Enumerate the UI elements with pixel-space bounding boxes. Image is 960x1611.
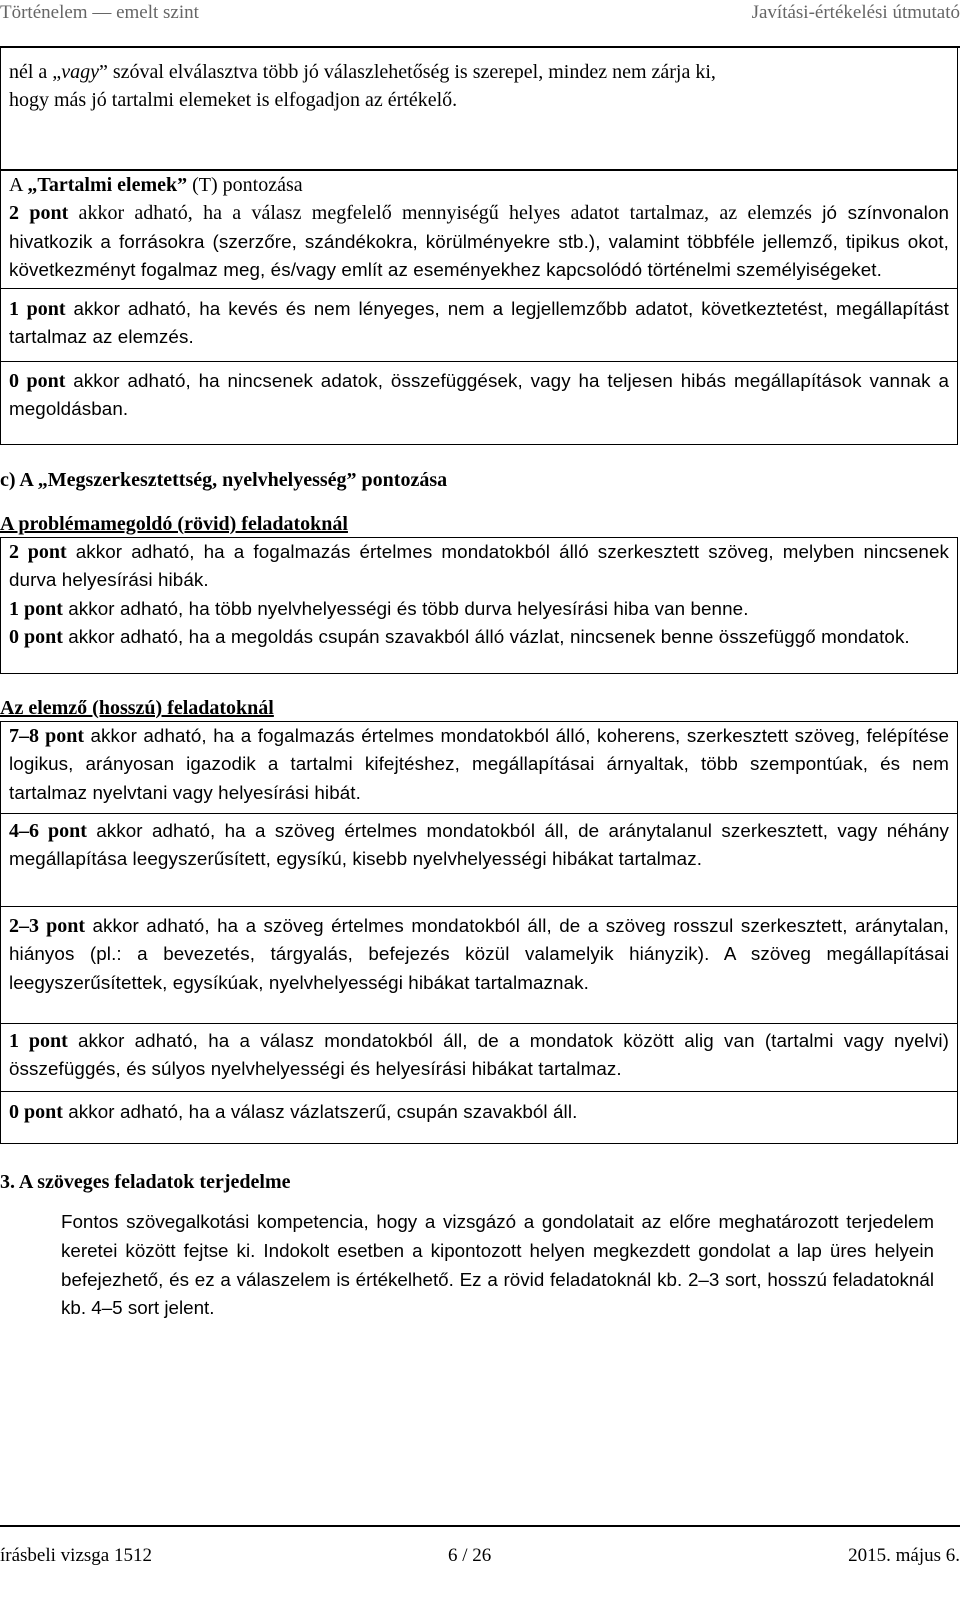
tartalmi-section-0 xyxy=(1,367,957,424)
tartalmi-0pont: 0 pont akkor adható, ha nincsenek adatok, összefüggések, vagy ha teljesen hibás megállapítások vannak a megoldásban. xyxy=(9,370,949,420)
short-item: 2 pont akkor adható, ha a fogalmazás értelmes mondatokból álló szerkesztett szöveg, melyben nincsenek durva helyesírási hibák. xyxy=(9,541,949,591)
tartalmi-section-2 xyxy=(1,171,957,285)
section-3-title: 3. A szöveges feladatok terjedelme xyxy=(0,1171,291,1193)
section-3-text: Fontos szövegalkotási kompetencia, hogy a vizsgázó a gondolatait az előre meghatározott terjedelem keretei között fejtse ki. Indokolt esetben a kipontozott helyen megkezdett gondolat a lap üres helyein befejezhető, és ez a válaszelem is értékelhető. Ez a rövid feladatoknál kb. 2–3 sort, hosszú feladatoknál kb. 4–5 sort jelent. xyxy=(61,1211,934,1319)
page-header xyxy=(0,0,960,48)
long-item: 0 pont akkor adható, ha a válasz vázlatszerű, csupán szavakból áll. xyxy=(9,1101,578,1123)
footer-exam-code: írásbeli vizsga 1512 xyxy=(0,1545,152,1566)
long-item: 4–6 pont akkor adható, ha a szöveg értelmes mondatokból áll, de aránytalanul szerkesztett, vagy néhány megállapítása leegyszerűsített, egysíkú, kisebb nyelvhelyességi hibákat tartalmaz. xyxy=(9,820,949,870)
intro-italic: vagy xyxy=(61,61,99,83)
long-item: 7–8 pont akkor adható, ha a fogalmazás értelmes mondatokból álló, koherens, szerkesztett szöveg, felépítése logikus, arányosan igazodik a tartalmi kifejtéshez, megállapításai árnyaltak, több szempontúak, és nem tartalmaz nyelvtani vagy helyesírási hibát. xyxy=(9,725,950,803)
header-doc-type: Javítási-értékelési útmutató xyxy=(751,2,960,23)
page-footer xyxy=(0,1525,960,1611)
divider xyxy=(1,288,957,289)
long-item: 2–3 pont akkor adható, ha a szöveg értelmes mondatokból áll, de a szöveg rosszul szerkesztett, aránytalan, hiányos (pl.: a bevezetés, tárgyalás, befejezés közül valamelyik hiányzik). A szöveg megállapításai leegyszerűsítettek, egysíkúak, nyelvhelyességi hibákat tartalmaznak. xyxy=(9,915,949,993)
long-tasks-heading: Az elemző (hosszú) feladatoknál xyxy=(0,697,274,719)
short-tasks-heading: A problémamegoldó (rövid) feladatoknál xyxy=(0,513,348,535)
long-tasks-box xyxy=(0,721,958,1144)
divider xyxy=(1,1023,957,1024)
section-c-title: c) A „Megszerkesztettség, nyelvhelyesség” pontozása xyxy=(0,469,448,491)
tartalmi-section-1 xyxy=(1,295,957,352)
intro-text: nél a „vagy” szóval elválasztva több jó válaszlehetőség is szerepel, mindez nem zárja ki, hogy más jó tartalmi elemeket is elfogadjon az értékelő. xyxy=(9,61,716,112)
divider xyxy=(1,361,957,362)
header-subject: Történelem — emelt szint xyxy=(0,2,199,23)
short-tasks-box xyxy=(0,537,958,674)
divider xyxy=(1,906,957,907)
footer-date: 2015. május 6. xyxy=(848,1545,960,1566)
short-item: 0 pont akkor adható, ha a megoldás csupán szavakból álló vázlat, nincsenek benne összefüggő mondatok. xyxy=(9,626,910,649)
tartalmi-1pont: 1 pont akkor adható, ha kevés és nem lényeges, nem a legjellemzőbb adatot, következtetést, megállapítást tartalmaz az elemzés. xyxy=(9,298,949,348)
tartalmi-box xyxy=(0,170,958,445)
footer-page-number: 6 / 26 xyxy=(448,1545,492,1566)
tartalmi-title: A „Tartalmi elemek” (T) pontozása xyxy=(9,174,303,196)
intro-box xyxy=(0,46,958,170)
divider xyxy=(1,813,957,814)
divider xyxy=(1,1091,957,1092)
long-item: 1 pont akkor adható, ha a válasz mondatokból áll, de a mondatok között alig van (tartalmi vagy nyelvi) összefüggés, és súlyos nyelvhelyességi és helyesírási hibákat tartalmaz. xyxy=(9,1030,949,1080)
tartalmi-2pont: 2 pont akkor adható, ha a válasz megfelelő mennyiségű helyes adatot tartalmaz, az elemzés jó színvonalon hivatkozik a forrásokra (szerzőre, szándékokra, körülményekre stb.), valamint többféle jellemző, tipikus okot, következményt fogalmaz meg, és/vagy említ az eseményekhez kapcsolódó történelmi személyiségeket. xyxy=(9,202,949,281)
short-item: 1 pont akkor adható, ha több nyelvhelyességi és több durva helyesírási hiba van benne. xyxy=(9,597,749,620)
